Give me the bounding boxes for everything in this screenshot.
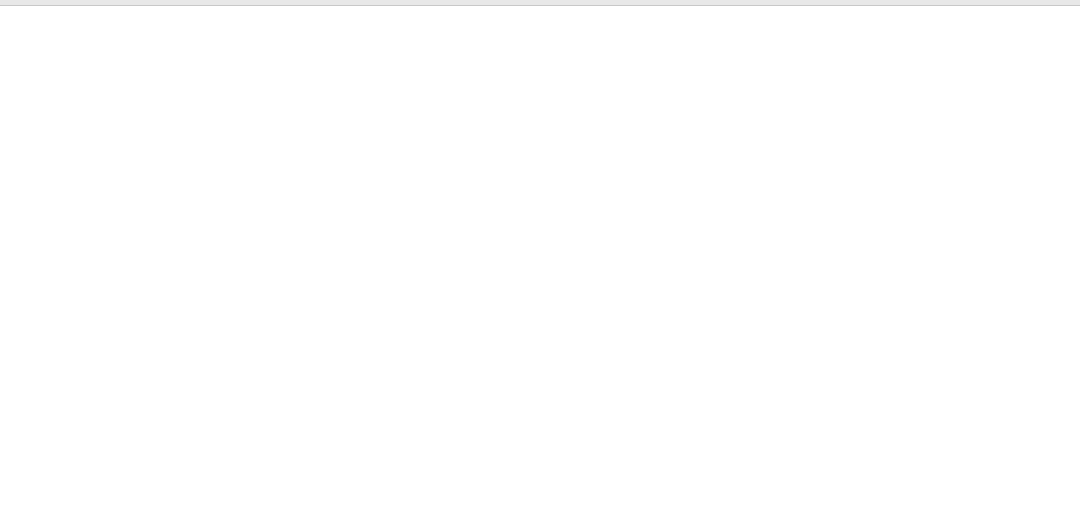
column-header-bar [0,0,1080,6]
